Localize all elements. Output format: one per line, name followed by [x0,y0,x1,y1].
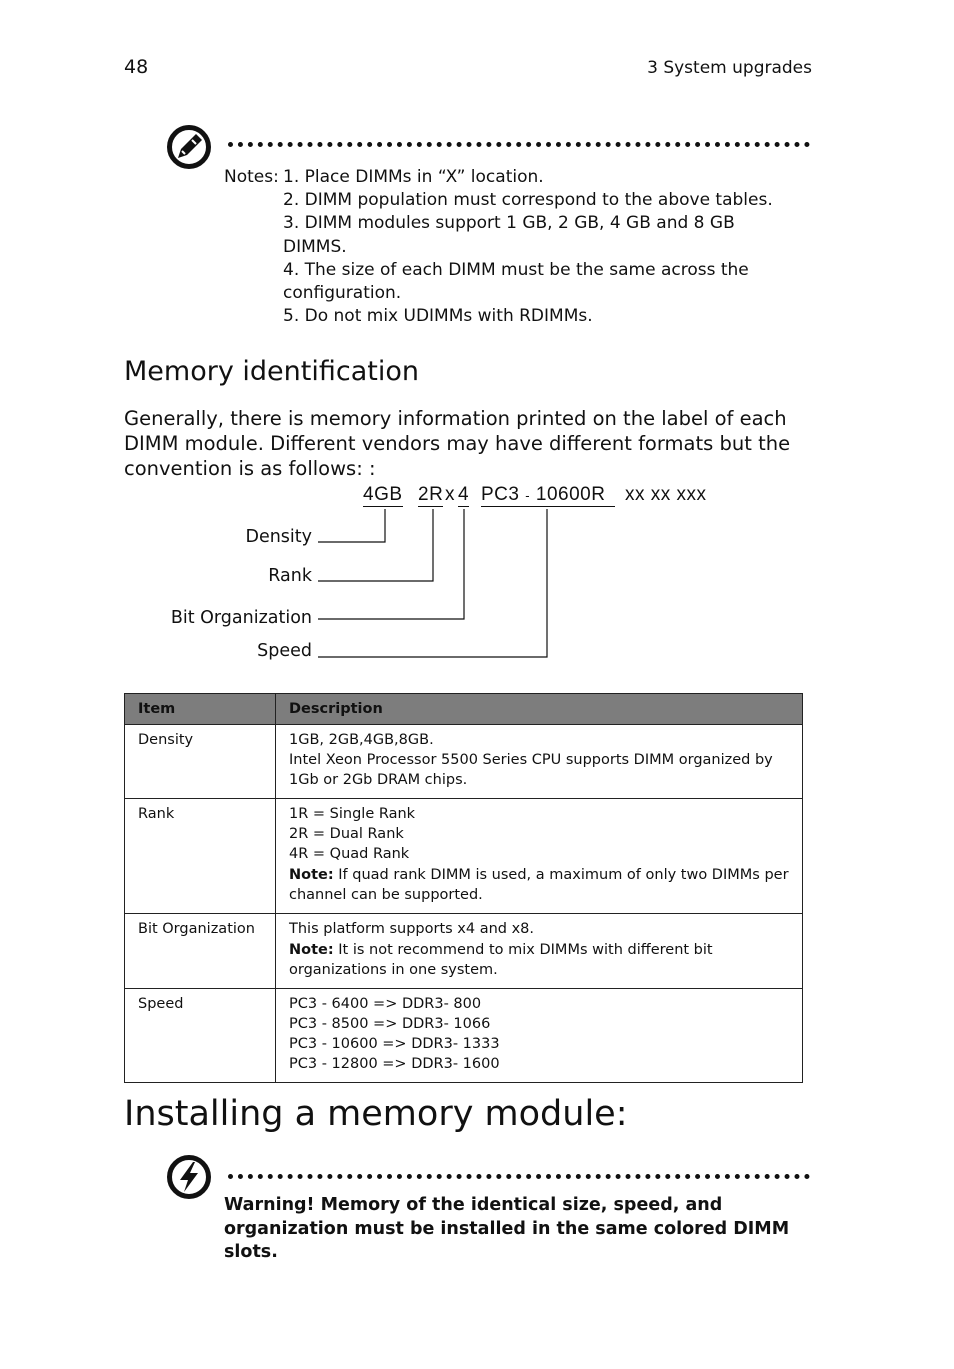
density-connector [318,509,385,542]
memory-spec-table [124,693,803,1083]
intro-paragraph: Generally, there is memory information printed on the label of each DIMM module. Different vendors may have different formats but the convention is as follows: : [124,407,791,480]
header-item: Item [125,694,276,725]
code-x: x [445,484,455,505]
page-title: Installing a memory module: [124,1094,628,1134]
label-bit-organization: Bit Organization [170,608,312,628]
label-speed: Speed [257,641,312,661]
cell-item: Density [125,725,276,799]
cell-description [276,914,803,989]
label-density: Density [245,527,312,547]
desc-line: 4R = Quad Rank [289,846,410,862]
code-bit: 4 [458,484,470,505]
desc-note [289,865,789,905]
note-item-4: 4. The size of each DIMM must be the same across the configuration. [283,259,749,304]
bit-connector [318,509,464,619]
desc-line: PC3 - 6400 => DDR3- 800 [289,996,482,1012]
section-heading: Memory identification [124,356,419,387]
note-text: If quad rank DIMM is used, a maximum of only two DIMMs per channel can be supported. [289,867,789,903]
desc-line: This platform supports x4 and x8. [289,921,535,937]
page-number: 48 [124,56,149,78]
note-label: Note: [289,942,334,958]
label-rank: Rank [268,566,312,586]
cell-description [276,989,803,1083]
note-item-2: 2. DIMM population must correspond to the above tables. [283,190,773,211]
table-row [125,914,803,989]
table-header-row [125,694,803,725]
desc-line: PC3 - 12800 => DDR3- 1600 [289,1056,500,1072]
note-text: It is not recommend to mix DIMMs with different bit organizations in one system. [289,942,713,978]
code-speed: 10600R [535,484,606,505]
desc-line: 1R = Single Rank [289,806,416,822]
cell-description [276,799,803,914]
table-row [125,725,803,799]
note-item-5: 5. Do not mix UDIMMs with RDIMMs. [283,306,593,327]
warning-divider [228,1174,810,1179]
desc-line: Intel Xeon Processor 5500 Series CPU supports DIMM organized by 1Gb or 2Gb DRAM chips. [289,752,773,788]
desc-line: PC3 - 8500 => DDR3- 1066 [289,1016,491,1032]
cell-item: Speed [125,989,276,1083]
warning-text: Warning! Memory of the identical size, speed, and organization must be installed in the same colored DIMM slots. [224,1195,790,1262]
code-dash: - [525,488,531,503]
table-row [125,989,803,1083]
code-density: 4GB [363,484,403,505]
note-item-1: 1. Place DIMMs in “X” location. [283,167,544,187]
notes-label: Notes: [224,167,279,187]
code-rank: 2R [418,484,444,505]
header-description: Description [276,694,803,725]
note-label: Note: [289,867,334,883]
code-speed-prefix: PC3 [481,484,520,505]
cell-item: Bit Organization [125,914,276,989]
table-row [125,799,803,914]
code-rest: xx xx xxx [625,484,707,505]
rank-connector [318,509,433,581]
desc-line: 2R = Dual Rank [289,826,404,842]
warning-lightning-icon [166,1154,212,1200]
note-item-3: 3. DIMM modules support 1 GB, 2 GB, 4 GB and 8 GB DIMMS. [283,213,735,257]
desc-line: 1GB, 2GB,4GB,8GB. [289,732,434,748]
running-head: 3 System upgrades [647,58,812,78]
desc-line: PC3 - 10600 => DDR3- 1333 [289,1036,500,1052]
desc-note [289,940,789,980]
cell-item: Rank [125,799,276,914]
cell-description [276,725,803,799]
